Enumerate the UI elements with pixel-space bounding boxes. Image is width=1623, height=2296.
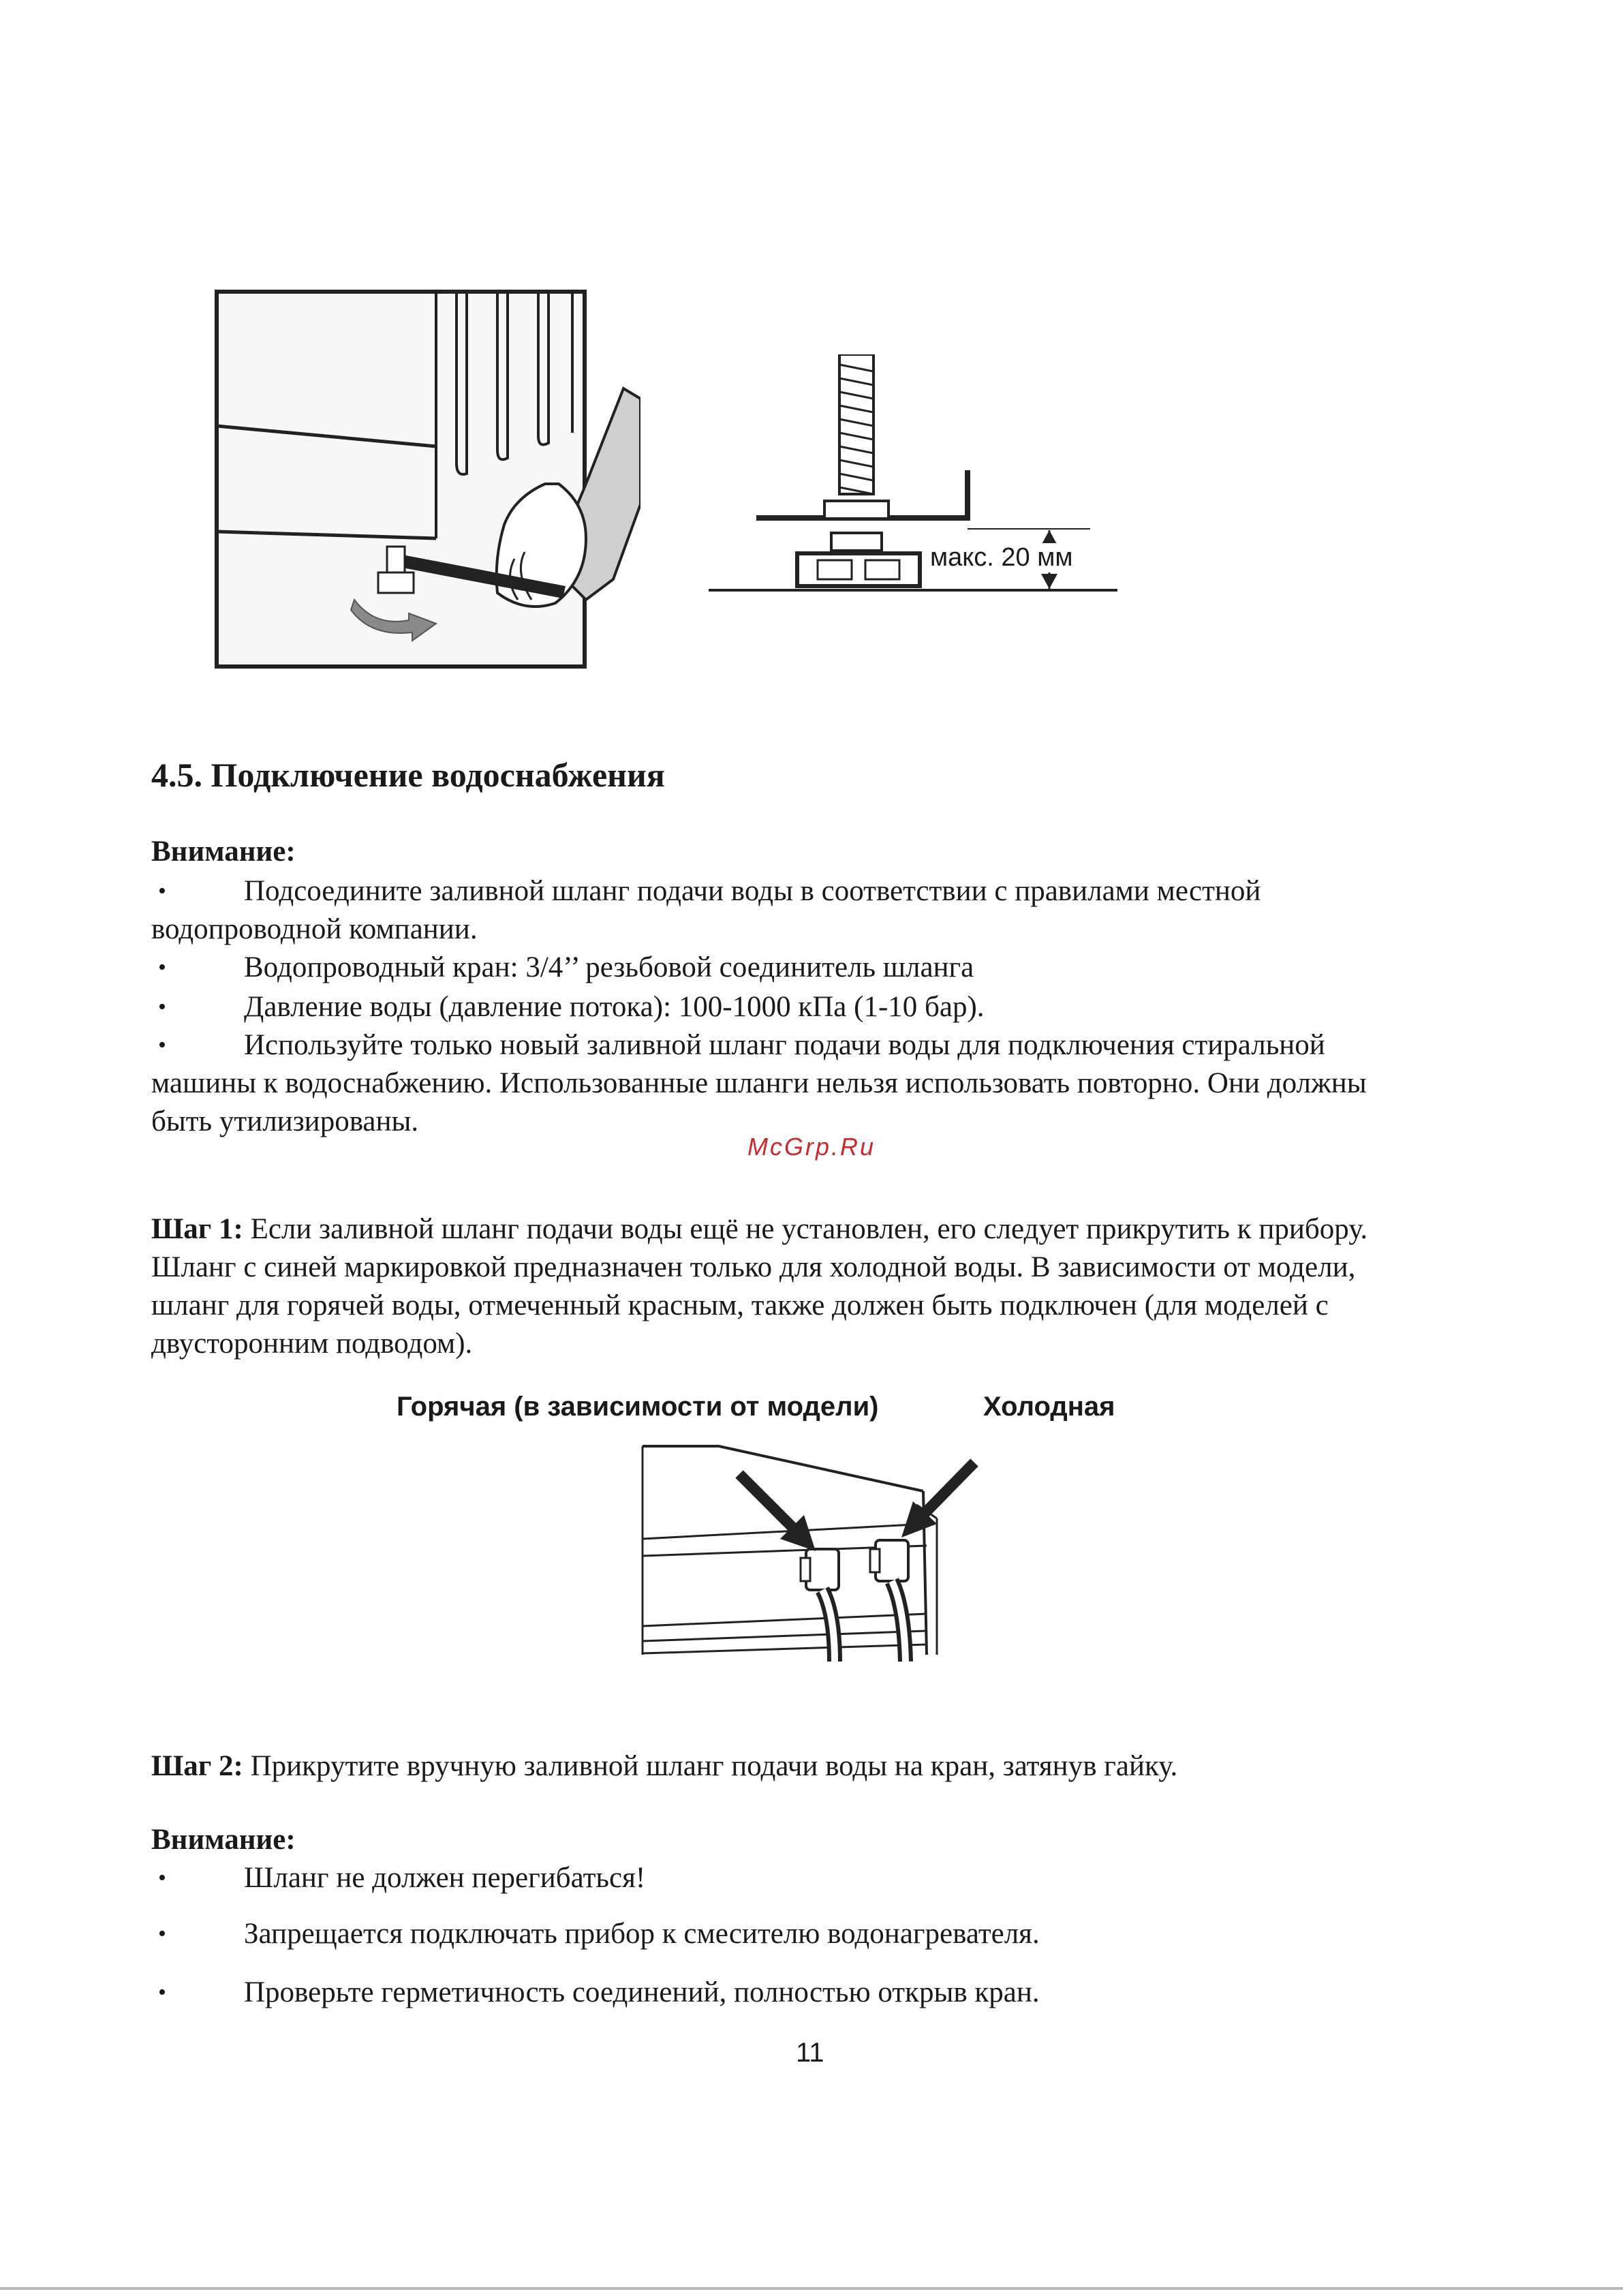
- bullet-icon: •: [158, 955, 166, 980]
- attention1-item-4-line-1: Используйте только новый заливной шланг подачи воды для подключения стиральной: [244, 1029, 1325, 1061]
- attention1-item-2-text: Водопроводный кран: 3/4’’ резьбовой соединитель шланга: [244, 951, 974, 983]
- bullet-icon: •: [158, 1032, 166, 1058]
- attention2-item-1: [151, 1859, 1514, 1897]
- page-bottom-border: [0, 2287, 1623, 2290]
- attention1-item-1: [151, 872, 1514, 949]
- foot-adjust-illustration: [204, 279, 640, 682]
- bullet-icon: •: [158, 878, 166, 904]
- step2-label: Шаг 2:: [151, 1750, 243, 1782]
- bullet-icon: •: [158, 1865, 166, 1891]
- step1-label: Шаг 1:: [151, 1213, 243, 1245]
- cold-water-caption: Холодная: [983, 1392, 1115, 1422]
- attention2-item-1-text: Шланг не должен перегибаться!: [244, 1862, 646, 1894]
- attention1-item-1-line-2: водопроводной компании.: [151, 913, 478, 945]
- page-number: 11: [796, 2038, 824, 2068]
- step1-line-4: двусторонним подводом).: [151, 1328, 473, 1360]
- step2-text: Прикрутите вручную заливной шланг подачи воды на кран, затянув гайку.: [250, 1750, 1178, 1782]
- hot-water-caption: Горячая (в зависимости от модели): [397, 1392, 879, 1422]
- step2-paragraph: [151, 1747, 1177, 1786]
- attention1-item-4-line-2: машины к водоснабжению. Использованные шланги нельзя использовать повторно. Они должны: [151, 1067, 1367, 1099]
- step1-paragraph: [151, 1210, 1480, 1367]
- hose-connection-illustration: [637, 1437, 991, 1668]
- attention2-item-3-text: Проверьте герметичность соединений, полностью открыв кран.: [244, 1976, 1040, 2008]
- section-title: 4.5. Подключение водоснабжения: [151, 756, 665, 794]
- attention1-item-4: [151, 1026, 1514, 1141]
- bullet-icon: •: [158, 1980, 166, 2005]
- attention-label-2: Внимание:: [151, 1824, 296, 1856]
- foot-height-label: макс. 20 мм: [930, 543, 1073, 572]
- attention-label-1: Внимание:: [151, 836, 296, 868]
- attention2-item-2: [151, 1915, 1514, 1953]
- attention2-item-2-text: Запрещается подключать прибор к смесителю водонагревателя.: [244, 1918, 1040, 1950]
- step1-line-1: Если заливной шланг подачи воды ещё не установлен, его следует прикрутить к прибору.: [250, 1213, 1368, 1245]
- watermark-text: McGrp.Ru: [747, 1133, 876, 1161]
- bullet-icon: •: [158, 994, 166, 1020]
- step1-line-2: Шланг с синей маркировкой предназначен только для холодной воды. В зависимости от модели,: [151, 1251, 1356, 1283]
- foot-height-diagram: [709, 354, 1145, 600]
- step1-line-3: шланг для горячей воды, отмеченный красным, также должен быть подключен (для моделей с: [151, 1289, 1329, 1321]
- attention1-item-3: [151, 988, 1514, 1026]
- attention1-item-1-line-1: Подсоедините заливной шланг подачи воды в соответствии с правилами местной: [244, 875, 1261, 907]
- attention1-item-2: [151, 949, 1514, 987]
- attention1-item-4-line-3: быть утилизированы.: [151, 1105, 419, 1137]
- attention1-item-3-text: Давление воды (давление потока): 100-1000 кПа (1-10 бар).: [244, 991, 985, 1023]
- attention2-item-3: [151, 1974, 1514, 2012]
- bullet-icon: •: [158, 1921, 166, 1946]
